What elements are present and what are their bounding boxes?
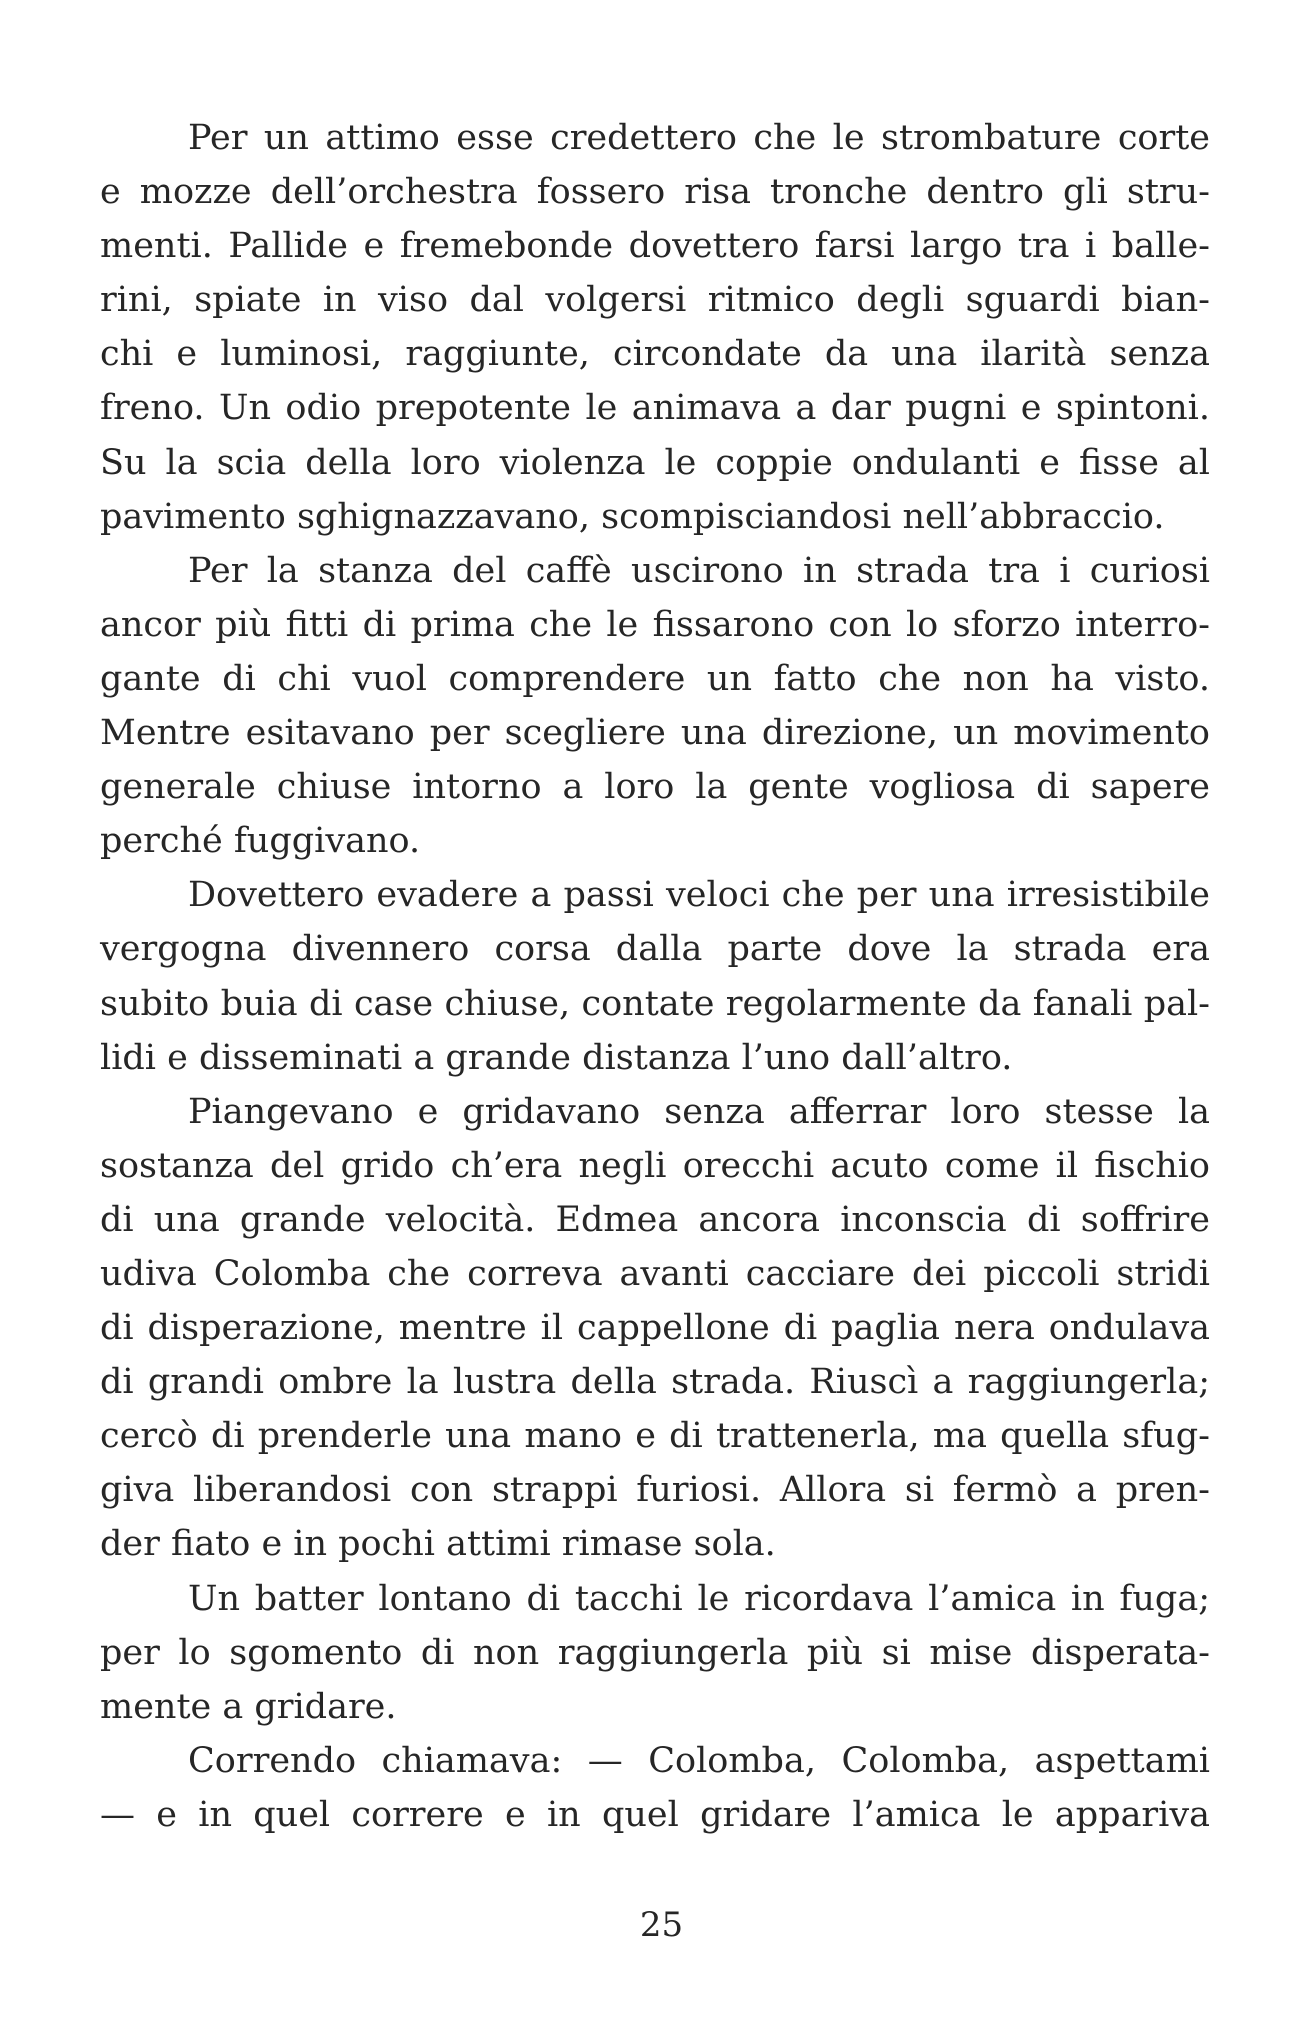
paragraph — [100, 111, 1210, 544]
text-line: pavimento sghignazzavano, scompisciandosi nell’abbraccio. — [100, 496, 1165, 537]
text-line: lidi e disseminati a grande distanza l’uno dall’altro. — [100, 1037, 1013, 1078]
text-line: cercò di prenderle una mano e di trattenerla, ma quella sfug- — [100, 1416, 1210, 1457]
text-line: rini, spiate in viso dal volgersi ritmico degli sguardi bian- — [100, 280, 1210, 321]
text-line: — e in quel correre e in quel gridare l’amica le appariva — [100, 1794, 1210, 1835]
text-line: menti. Pallide e fremebonde dovettero farsi largo tra i balle- — [100, 226, 1210, 267]
text-line: der fiato e in pochi attimi rimase sola. — [100, 1524, 776, 1565]
text-line: Mentre esitavano per scegliere una direzione, un movimento — [100, 713, 1210, 754]
paragraph — [100, 1572, 1210, 1734]
text-line: Dovettero evadere a passi veloci che per una irresistibile — [188, 875, 1210, 916]
text-line: di una grande velocità. Edmea ancora inconscia di soffrire — [100, 1199, 1210, 1240]
paragraph — [100, 868, 1210, 1084]
page-number: 25 — [639, 1905, 684, 1945]
paragraph — [100, 1085, 1210, 1572]
text-line: Per un attimo esse credettero che le strombature corte — [188, 118, 1210, 158]
text-line: perché fuggivano. — [100, 821, 421, 862]
paragraph — [100, 544, 1210, 869]
text-line: Piangevano e gridavano senza afferrar loro stesse la — [188, 1091, 1210, 1132]
text-line: generale chiuse intorno a loro la gente vogliosa di sapere — [100, 767, 1210, 808]
text-line: di grandi ombre la lustra della strada. Riuscì a raggiungerla; — [100, 1362, 1210, 1403]
text-line: Per la stanza del caffè uscirono in strada tra i curiosi — [188, 550, 1210, 591]
text-line: e mozze dell’orchestra fossero risa tronche dentro gli stru- — [100, 172, 1210, 213]
text-line: di disperazione, mentre il cappellone di paglia nera ondulava — [100, 1308, 1210, 1349]
paragraph — [100, 1734, 1210, 1842]
text-line: gante di chi vuol comprendere un fatto che non ha visto. — [100, 658, 1210, 699]
text-line: mente a gridare. — [100, 1686, 397, 1727]
text-line: Un batter lontano di tacchi le ricordava l’amica in fuga; — [188, 1578, 1210, 1619]
text-line: Su la scia della loro violenza le coppie ondulanti e fisse al — [100, 442, 1210, 483]
text-line: subito buia di case chiuse, contate regolarmente da fanali pal- — [100, 983, 1210, 1024]
text-line: ancor più fitti di prima che le fissarono con lo sforzo interro- — [100, 604, 1210, 645]
text-line: giva liberandosi con strappi furiosi. Allora si fermò a pren- — [100, 1470, 1210, 1511]
text-line: freno. Un odio prepotente le animava a dar pugni e spintoni. — [100, 388, 1210, 429]
body-text — [100, 111, 1210, 1842]
text-line: udiva Colomba che correva avanti cacciare dei piccoli stridi — [100, 1253, 1210, 1294]
text-line: per lo sgomento di non raggiungerla più si mise disperata- — [100, 1632, 1210, 1673]
text-line: chi e luminosi, raggiunte, circondate da una ilarità senza — [100, 334, 1210, 375]
text-line: Correndo chiamava: — Colomba, Colomba, aspettami — [188, 1740, 1210, 1781]
text-line: vergogna divennero corsa dalla parte dove la strada era — [100, 929, 1210, 970]
text-line: sostanza del grido ch’era negli orecchi acuto come il fischio — [100, 1145, 1210, 1186]
